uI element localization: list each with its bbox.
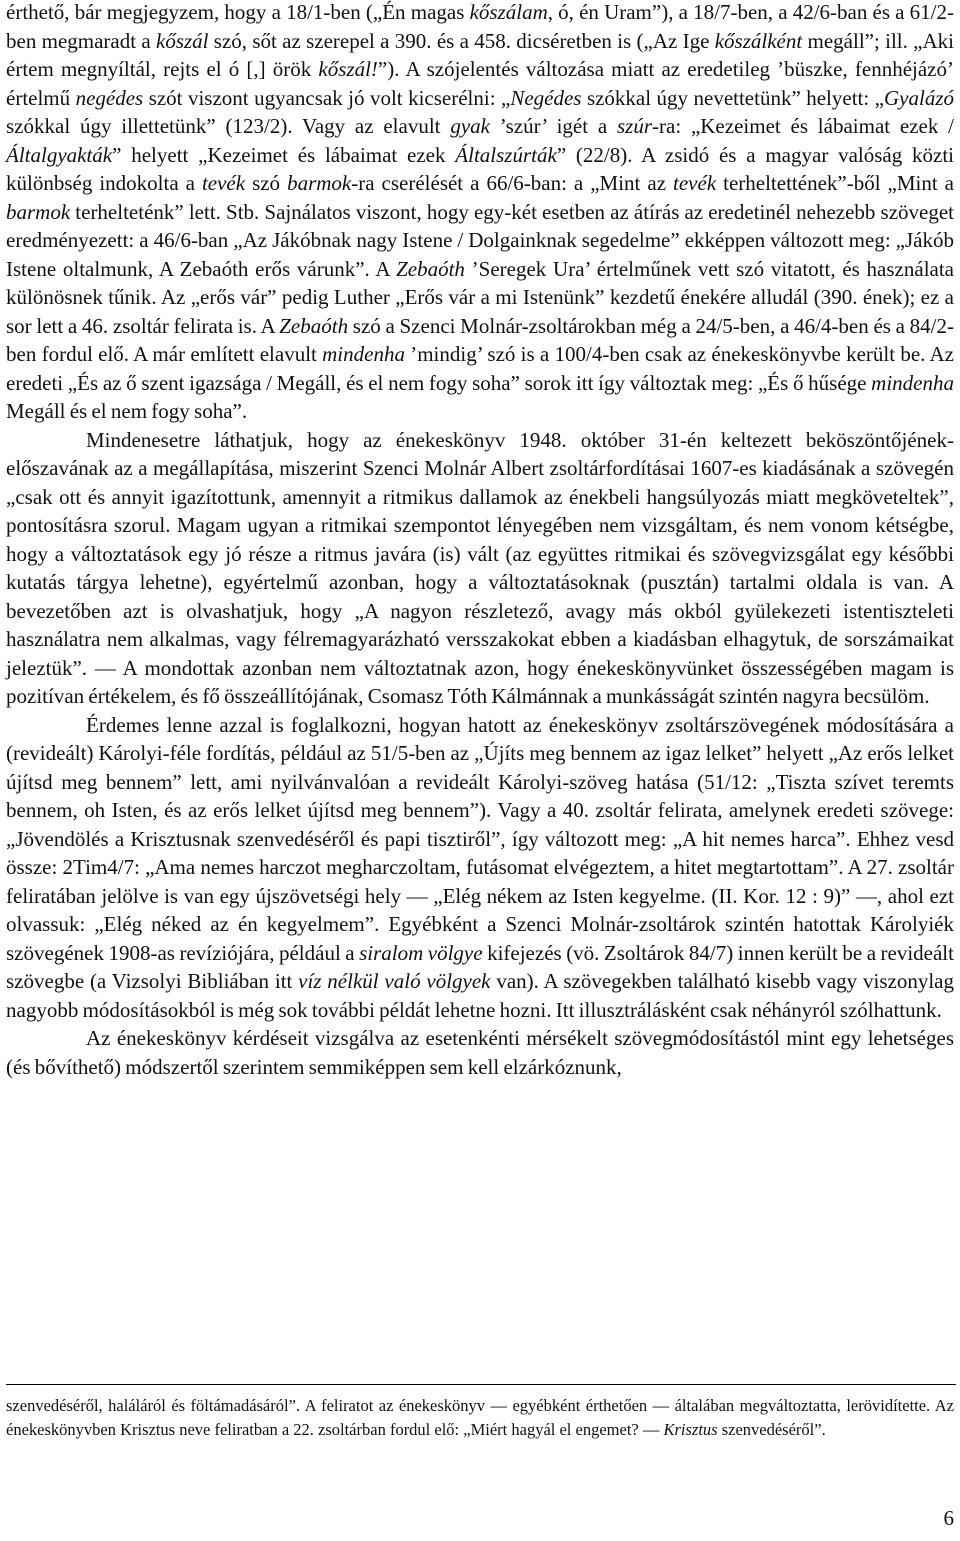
paragraph: [6, 0, 954, 426]
italic-text: gyak: [450, 114, 490, 138]
italic-text: tevék: [673, 171, 717, 195]
italic-text: víz nélkül való völgyek: [298, 969, 491, 993]
italic-text: kőszál!: [318, 57, 378, 81]
italic-text: Gyalázó: [884, 85, 954, 110]
body-text: [6, 0, 954, 1081]
italic-text: Általgyakták: [6, 142, 113, 167]
text-run: szót viszont ugyancsak jó volt kicserélni: „: [143, 85, 511, 110]
text-run: -ra cserélését a 66/6-ban: a „Mint az: [351, 171, 674, 195]
page-number: 6: [943, 1506, 954, 1530]
italic-text: mindenha: [322, 342, 405, 366]
text-run: Érdemes lenne azzal is foglalkozni, hogyan hatott az énekeskönyv zsoltárszövegének módosítására a (revideált) Károlyi-féle fordítás, például az 51/5-ben az „Újíts meg bennem az igaz lelket” helyett „Az erős lelket újítsd meg bennem” lett, ami nyilvánvalóan a revideált Károlyi-szöveg hatása (51/12: „Tiszta szívet teremts bennem, oh Isten, és az erős lelket újítsd meg bennem”). Vagy a 40. zsoltár felirata, amelynek eredeti szövege: „Jövendölés a Krisztusnak szenvedéséről és papi tisztiről”, így változott meg: „A hit nemes harca”. Ehhez vesd össze: 2Tim4/7: „Ama nemes harczot megharczoltam, futásomat elvégeztem, a hitet megtartottam”. A 27. zsoltár feliratában jelölve is van egy újszövetségi hely — „Elég nékem az Isten kegyelme. (II. Kor. 12 : 9)” —, ahol ezt olvassuk: „Elég néked az én kegyelmem”. Egyébként a Szenci Molnár-zsoltárok szintén hatottak Károlyiék szövegének 1908-as revíziójára, például a: [6, 712, 954, 965]
text-run: Az énekeskönyv kérdéseit vizsgálva az esetenkénti mérsékelt szövegmódosítástól mint egy lehetséges (és bővíthető) módszertől szerintem semmiképpen sem kell elzárkóznunk,: [6, 1026, 954, 1079]
text-run: szókkal úgy illettetünk” (123/2). Vagy az elavult: [6, 114, 451, 138]
text-run: terhelteténk” lett. Stb. Sajnálatos viszont, hogy egy-két esetben az átírás az eredetinél nehezebb szöveget eredményezett: a 46/6-ban „Az Jákóbnak nagy Istene / Dolgainknak segedelme” ekképpen változott meg: „Jákób Istene oltalmunk, A Zebaóth erős várunk”. A: [6, 199, 954, 281]
italic-text: kőszálként: [714, 28, 803, 53]
text-run: van). A szövegekben található kisebb vagy viszonylag nagyobb módosításokból is még sok további példát lehetne hozni. Itt illusztrálásként csak néhányról szólhattunk.: [6, 969, 954, 1022]
text-run: Mindenesetre láthatjuk, hogy az énekeskönyv 1948. október 31-én keltezett beköszöntőjének-előszavának az a megállapítása, miszerint Szenci Molnár Albert zsoltárfordításai 1607-es kiadásának a szövegén „csak ott és annyit igazítottunk, amennyit a ritmikus dallamok az énekbeli hangsúlyozás miatt megköveteltek”, pontosításra szorul. Magam ugyan a ritmikai szempontot lényegében nem vizsgáltam, és nem vonom kétségbe, hogy a változtatások egy jó része a ritmus javára (is) vált (az együttes ritmikai és szövegvizsgálat egy későbbi kutatás tárgya lehetne), egyértelmű azonban, hogy a változtatásoknak (pusztán) tartalmi oldala is van. A bevezetőben azt is olvashatjuk, hogy „A nagyon részletező, avagy más okból gyülekezeti istentiszteleti használatra nem alkalmas, vagy félremagyarázható versszakokat ebben a kiadásban elhagytuk, de sorszámaikat jeleztük”. — A mondottak azonban nem változtatnak azon, hogy énekeskönyvünket összességében magam is pozitívan értékelem, és fő összeállítójának, Csomasz Tóth Kálmánnak a munkásságát szintén nagyra becsülöm.: [6, 427, 954, 708]
text-run: ”). A szójelentés változása miatt az eredetileg ’büszke, fennhéjázó’ értelmű: [6, 57, 954, 110]
text-run: szó: [245, 171, 288, 195]
text-run: ’szúr’ igét a: [489, 114, 617, 138]
text-run: ” (22/8). A zsidó és a magyar valóság közti különbség indokolta a: [6, 142, 954, 195]
italic-text: mindenha: [871, 370, 954, 395]
italic-text: barmok: [287, 171, 352, 195]
text-run: érthető, bár megjegyzem, hogy a 18/1-ben („Én magas: [6, 0, 470, 24]
paragraph: [6, 426, 954, 711]
italic-text: negédes: [75, 85, 144, 110]
text-run: szó, sőt az szerepel a 390. és a 458. dicséretben is („Az Ige: [208, 28, 715, 53]
italic-text: Negédes: [510, 85, 582, 110]
text-run: kifejezés (vö. Zsoltárok 84/7) innen került be a revideált szövegbe (a Vizsolyi Bibliában itt: [6, 940, 954, 993]
italic-text: kőszál: [156, 28, 209, 53]
text-run: szó a Szenci Molnár-zsoltárokban még a 24/5-ben, a 46/4-ben és a 84/2-ben fordul elő. A már említett elavult: [6, 313, 955, 366]
italic-text: Általszúrták: [455, 142, 557, 167]
text-run: szókkal úgy nevettetünk” helyett: „: [581, 85, 884, 110]
text-run: ” helyett „Kezeimet és lábaimat ezek: [112, 142, 456, 167]
italic-text: kőszálam: [469, 0, 548, 24]
text-run: ’Seregek Ura’ értelműnek vett szó vitatott, és használata különösnek tűnik. Az „erős vár” pedig Luther „Erős vár a mi Istenünk” kezdetű énekére alludál (390. ének); ez a sor lett a 46. zsoltár felirata is. A: [6, 256, 955, 338]
text-run: szenvedéséről, haláláról és föltámadásáról”. A feliratot az énekeskönyv — egyébként érthetően — általában megváltoztatta, lerövidítette. Az énekeskönyvben Krisztus neve feliratban a 22. zsoltárban fordul elő: „Miért hagyál el engemet? —: [6, 1396, 954, 1439]
italic-text: siralom völgye: [359, 940, 483, 965]
paragraph: [6, 1024, 954, 1081]
italic-text: barmok: [6, 199, 71, 224]
italic-text: Zebaóth: [279, 313, 349, 338]
paragraph: [6, 711, 954, 1025]
footnote-text: [6, 1394, 954, 1441]
footnote-separator: [6, 1384, 956, 1385]
text-run: ’mindig’ szó is a 100/4-ben csak az énekeskönyvbe került be. Az eredeti „És az ő szent igazsága / Megáll, és el nem fogy soha” sorok itt így változtak meg: „És ő hűsége: [6, 342, 954, 395]
text-run: , ó, én Uram”), a 18/7-ben, a 42/6-ban és a 61/2-ben megmaradt a: [6, 0, 954, 53]
text-run: -ra: „Kezeimet és lábaimat ezek /: [652, 114, 954, 138]
text-run: megáll”; ill. „Aki értem megnyíltál, rejts el ó [,] örök: [6, 28, 954, 81]
text-run: szenvedéséről”.: [717, 1419, 826, 1439]
text-run: Megáll és el nem fogy soha”.: [6, 399, 248, 423]
text-run: terheltettének”-ből „Mint a: [716, 171, 955, 195]
italic-text: tevék: [201, 171, 246, 195]
italic-text: Zebaóth: [396, 256, 465, 281]
italic-text: Krisztus: [663, 1419, 718, 1439]
footnote-area: [6, 1394, 954, 1441]
italic-text: szúr: [616, 114, 653, 138]
